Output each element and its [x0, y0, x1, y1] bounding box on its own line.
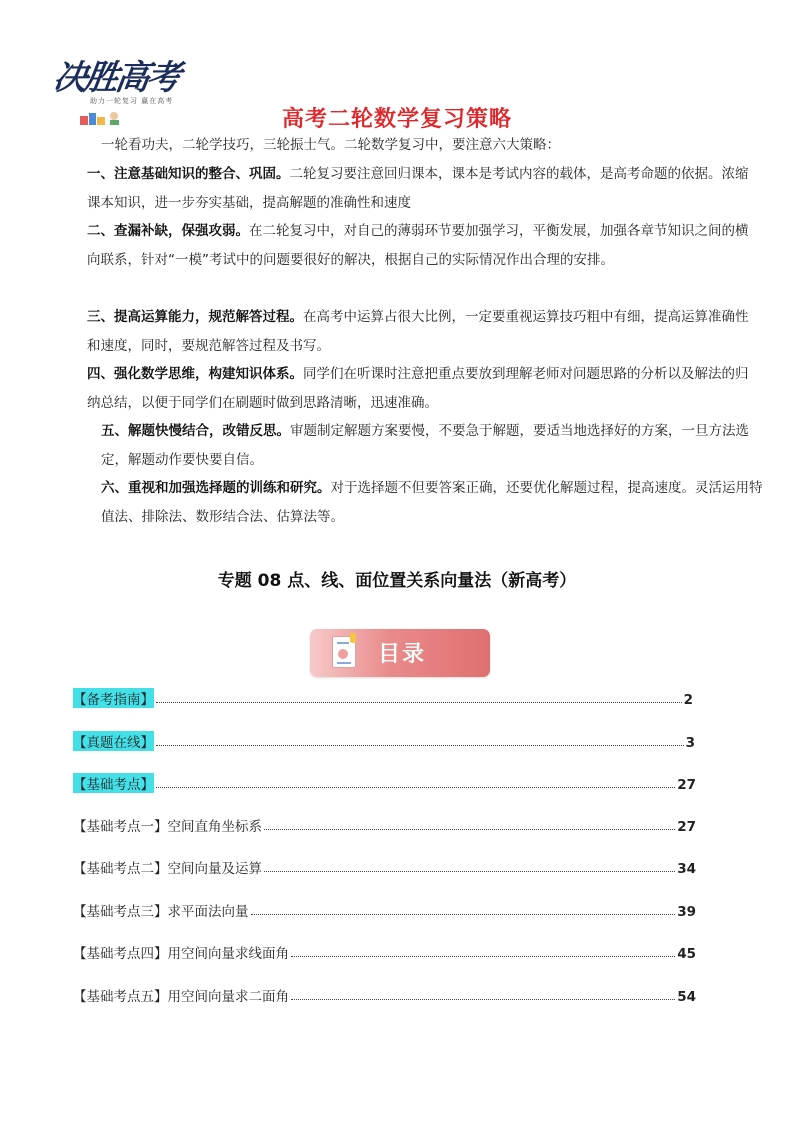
- toc-page-number: 54: [677, 989, 696, 1005]
- strategy-text: 审题制定解题方案要慢，不要急于解题，要适当地选择好的方案，一旦方法选定，解题动作要快要自信。: [101, 423, 749, 468]
- toc-row[interactable]: [73, 727, 695, 751]
- toc-entry-label: 【基础考点】: [73, 773, 154, 793]
- strategy-text: 对于选择题不但要答案正确，还要优化解题过程，提高速度。灵活运用特值法、排除法、数形结合法、估算法等。: [101, 480, 763, 525]
- toc-entry-label: 【基础考点一】空间直角坐标系: [73, 819, 262, 835]
- strategy-heading: 四、强化数学思维，构建知识体系。: [87, 366, 303, 382]
- strategy-1: [73, 160, 749, 217]
- toc-entry-label: 【备考指南】: [73, 688, 154, 708]
- toc-leader: [156, 745, 684, 746]
- toc-entry-label: 【基础考点二】空间向量及运算: [73, 861, 262, 877]
- toc-title: 目录: [378, 642, 427, 667]
- toc-page-number: 3: [685, 735, 695, 751]
- toc-row[interactable]: [73, 938, 696, 962]
- toc-leader: [156, 702, 682, 703]
- toc-leader: [251, 914, 676, 915]
- logo-text: 决胜高考: [50, 58, 181, 98]
- strategy-4: [73, 360, 749, 417]
- strategy-heading: 五、解题快慢结合，改错反思。: [101, 423, 290, 439]
- strategy-text: 在高考中运算占很大比例，一定要重视运算技巧粗中有细，提高运算准确性和速度，同时，要规范解答过程及书写。: [87, 309, 749, 354]
- strategy-text: 同学们在听课时注意把重点要放到理解老师对问题思路的分析以及解法的归纳总结，以便于同学们在刷题时做到思路清晰，迅速准确。: [87, 366, 749, 411]
- toc-entry-label: 【基础考点三】求平面法向量: [73, 904, 249, 920]
- strategy-text: 二轮复习要注意回归课本，课本是考试内容的载体，是高考命题的依据。浓缩课本知识，进一步夯实基础，提高解题的准确性和速度: [87, 166, 749, 211]
- toc-row[interactable]: [73, 769, 696, 793]
- toc-entry-label: 【真题在线】: [73, 731, 154, 751]
- toc-row[interactable]: [73, 896, 696, 920]
- toc-page-number: 39: [677, 904, 696, 920]
- toc-page-number: 2: [683, 692, 693, 708]
- strategy-2: [73, 217, 749, 274]
- strategy-heading: 二、查漏补缺，保强攻弱。: [87, 223, 249, 239]
- toc-leader: [264, 829, 675, 830]
- strategy-text: 在二轮复习中，对自己的薄弱环节要加强学习，平衡发展，加强各章节知识之间的横向联系，针对“一模”考试中的问题要很好的解决，根据自己的实际情况作出合理的安排。: [87, 223, 749, 268]
- toc-row[interactable]: [73, 684, 693, 708]
- toc-entry-label: 【基础考点四】用空间向量求线面角: [73, 946, 289, 962]
- toc-row[interactable]: [73, 811, 696, 835]
- toc-leader: [156, 787, 675, 788]
- toc-page-number: 27: [677, 777, 696, 793]
- toc-leader: [291, 999, 675, 1000]
- toc-page-number: 27: [677, 819, 696, 835]
- toc-row[interactable]: [73, 853, 696, 877]
- toc-page-number: 34: [677, 861, 696, 877]
- toc-entry-label: 【基础考点五】用空间向量求二面角: [73, 989, 289, 1005]
- toc-leader: [291, 956, 675, 957]
- logo-subtext: 助力一轮复习 赢在高考: [90, 97, 174, 105]
- strategy-3: [73, 303, 749, 360]
- toc-banner: [310, 629, 490, 677]
- strategy-heading: 一、注意基础知识的整合、巩固。: [87, 166, 290, 182]
- intro-paragraph: 一轮看功夫，二轮学技巧，三轮振士气。二轮数学复习中，要注意六大策略：: [101, 137, 560, 153]
- strategy-heading: 三、提高运算能力，规范解答过程。: [87, 309, 303, 325]
- strategy-heading: 六、重视和加强选择题的训练和研究。: [101, 480, 331, 496]
- topic-subtitle: 专题 08 点、线、面位置关系向量法（新高考）: [217, 571, 577, 591]
- toc-leader: [264, 871, 675, 872]
- strategy-6: [73, 474, 763, 531]
- toc-row[interactable]: [73, 981, 696, 1005]
- page-title: 高考二轮数学复习策略: [281, 107, 512, 132]
- strategy-5: [73, 417, 763, 474]
- clip-icon: [350, 633, 356, 643]
- toc-page-number: 45: [677, 946, 696, 962]
